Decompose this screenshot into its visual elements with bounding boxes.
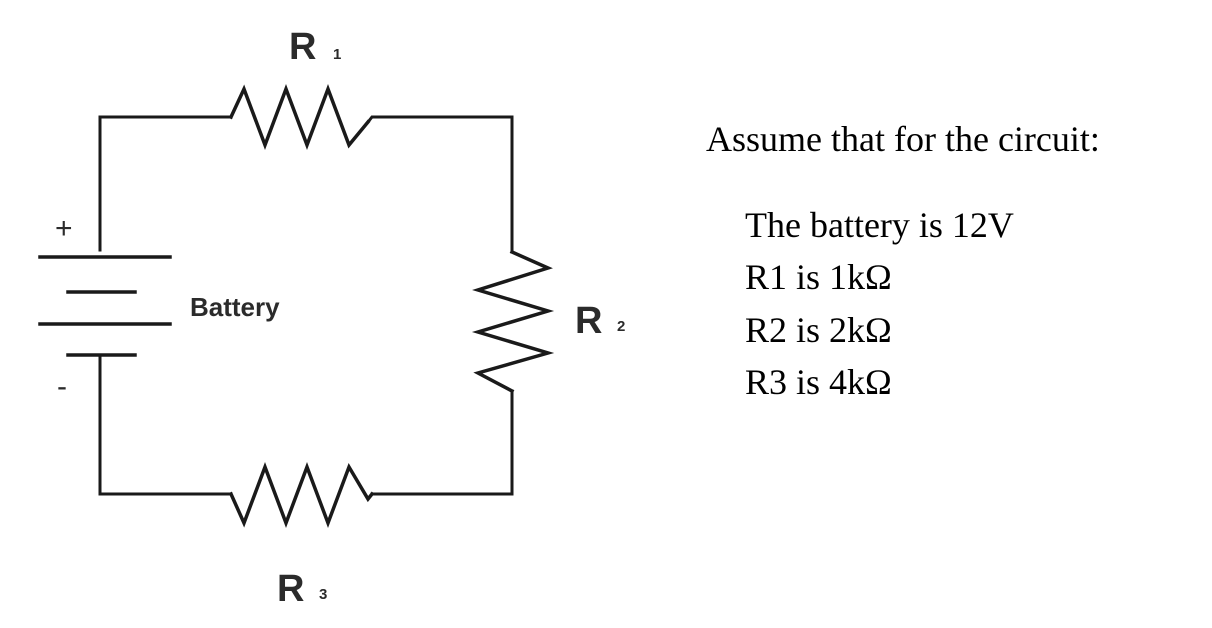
battery-negative-sign: - <box>57 370 67 403</box>
battery-label: Battery <box>190 292 280 322</box>
assumptions-heading: Assume that for the circuit: <box>706 119 1100 159</box>
assumptions-list <box>706 199 1206 409</box>
r1-label-subscript: 1 <box>333 46 342 63</box>
wire-right-bottom <box>372 391 512 494</box>
r3-label: R <box>277 568 305 610</box>
assumption-battery-voltage: The battery is 12V <box>745 204 1014 245</box>
resistor-r1-symbol <box>231 89 368 145</box>
r2-label-subscript: 2 <box>617 318 626 335</box>
r1-label: R <box>289 26 317 68</box>
r3-label-subscript: 3 <box>319 586 328 603</box>
circuit-assumptions <box>706 113 1206 409</box>
r2-label: R <box>575 300 603 342</box>
assumption-r1-value: R1 is 1kΩ <box>745 257 892 297</box>
wire-bottom-left <box>100 356 231 494</box>
wire-top-left <box>100 117 231 250</box>
wire-top-right <box>368 117 512 252</box>
resistor-r3-symbol <box>231 467 372 523</box>
resistor-r2-symbol <box>478 252 548 391</box>
assumption-r2-value: R2 is 2kΩ <box>745 309 892 350</box>
battery-positive-sign: + <box>55 212 73 245</box>
assumption-r3-value: R3 is 4kΩ <box>745 362 892 402</box>
